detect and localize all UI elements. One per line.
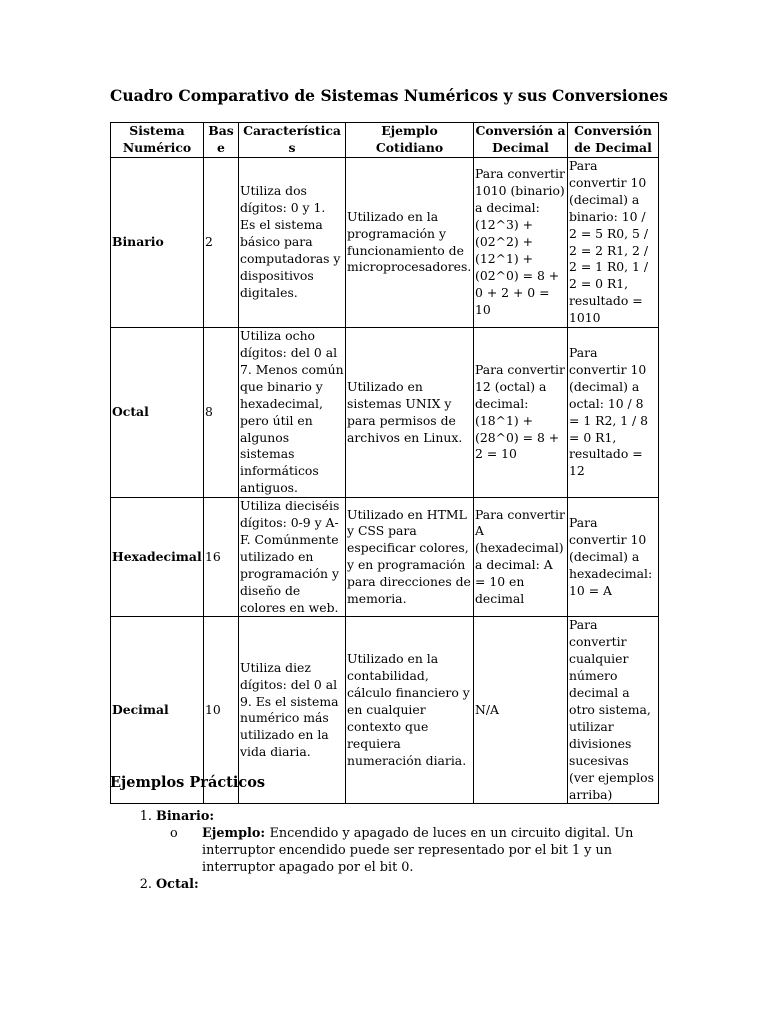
header-to-decimal: Conversión a Decimal	[474, 123, 568, 158]
table-row-binario	[111, 158, 659, 328]
cell-characteristics: Utiliza dieciséis dígitos: 0-9 y A-F. Comúnmente utilizado en programación y diseño de colores en web.	[239, 498, 346, 617]
cell-system: Binario	[111, 158, 204, 328]
cell-characteristics: Utiliza diez dígitos: del 0 al 9. Es el sistema numérico más utilizado en la vida diaria.	[239, 617, 346, 804]
header-from-decimal: Conversión de Decimal	[568, 123, 659, 158]
cell-characteristics: Utiliza ocho dígitos: del 0 al 7. Menos común que binario y hexadecimal, pero útil en algunos sistemas informáticos antiguos.	[239, 328, 346, 498]
example-text: Encendido y apagado de luces en un circuito digital. Un interruptor encendido puede ser representado por el bit 1 y un interruptor apagado por el bit 0.	[202, 826, 634, 875]
cell-example: Utilizado en sistemas UNIX y para permisos de archivos en Linux.	[346, 328, 474, 498]
cell-system: Decimal	[111, 617, 204, 804]
header-example: Ejemplo Cotidiano	[346, 123, 474, 158]
sub-list-item	[170, 825, 658, 876]
cell-to-decimal: Para convertir 1010 (binario) a decimal: (12^3) + (02^2) + (12^1) + (02^0) = 8 + 0 + 2 + 0 = 10	[474, 158, 568, 328]
list-item-label: Binario:	[156, 809, 215, 824]
list-item-label: Octal:	[156, 877, 199, 892]
practical-examples-list	[110, 808, 658, 893]
cell-base: 10	[204, 617, 239, 804]
cell-characteristics: Utiliza dos dígitos: 0 y 1. Es el sistema básico para computadoras y dispositivos digitales.	[239, 158, 346, 328]
table-row-octal	[111, 328, 659, 498]
cell-to-decimal: Para convertir 12 (octal) a decimal: (18^1) + (28^0) = 8 + 2 = 10	[474, 328, 568, 498]
cell-from-decimal: Para convertir cualquier número decimal a otro sistema, utilizar divisiones sucesivas (ver ejemplos arriba)	[568, 617, 659, 804]
cell-system: Hexadecimal	[111, 498, 204, 617]
cell-from-decimal: Para convertir 10 (decimal) a octal: 10 / 8 = 1 R2, 1 / 8 = 0 R1, resultado = 12	[568, 328, 659, 498]
list-item-binario	[156, 808, 658, 876]
practical-examples-heading: Ejemplos Prácticos	[110, 774, 266, 791]
cell-example: Utilizado en la contabilidad, cálculo financiero y en cualquier contexto que requiera numeración diaria.	[346, 617, 474, 804]
header-base: Base	[204, 123, 239, 158]
table-header-row	[111, 123, 659, 158]
document-title: Cuadro Comparativo de Sistemas Numéricos y sus Conversiones	[110, 86, 668, 105]
table-row-hexadecimal	[111, 498, 659, 617]
header-characteristics: Características	[239, 123, 346, 158]
example-label: Ejemplo:	[202, 826, 270, 841]
cell-from-decimal: Para convertir 10 (decimal) a hexadecimal: 10 = A	[568, 498, 659, 617]
sub-list	[156, 825, 658, 876]
list-item-octal	[156, 876, 658, 893]
cell-example: Utilizado en HTML y CSS para especificar colores, y en programación para direcciones de memoria.	[346, 498, 474, 617]
cell-from-decimal: Para convertir 10 (decimal) a binario: 10 / 2 = 5 R0, 5 / 2 = 2 R1, 2 / 2 = 1 R0, 1 / 2 = 0 R1, resultado = 1010	[568, 158, 659, 328]
header-system: Sistema Numérico	[111, 123, 204, 158]
cell-to-decimal: Para convertir A (hexadecimal) a decimal: A = 10 en decimal	[474, 498, 568, 617]
cell-example: Utilizado en la programación y funcionamiento de microprocesadores.	[346, 158, 474, 328]
cell-base: 2	[204, 158, 239, 328]
comparison-table	[110, 122, 659, 804]
cell-to-decimal: N/A	[474, 617, 568, 804]
cell-system: Octal	[111, 328, 204, 498]
cell-base: 16	[204, 498, 239, 617]
bullet-marker: o	[170, 826, 178, 841]
cell-base: 8	[204, 328, 239, 498]
